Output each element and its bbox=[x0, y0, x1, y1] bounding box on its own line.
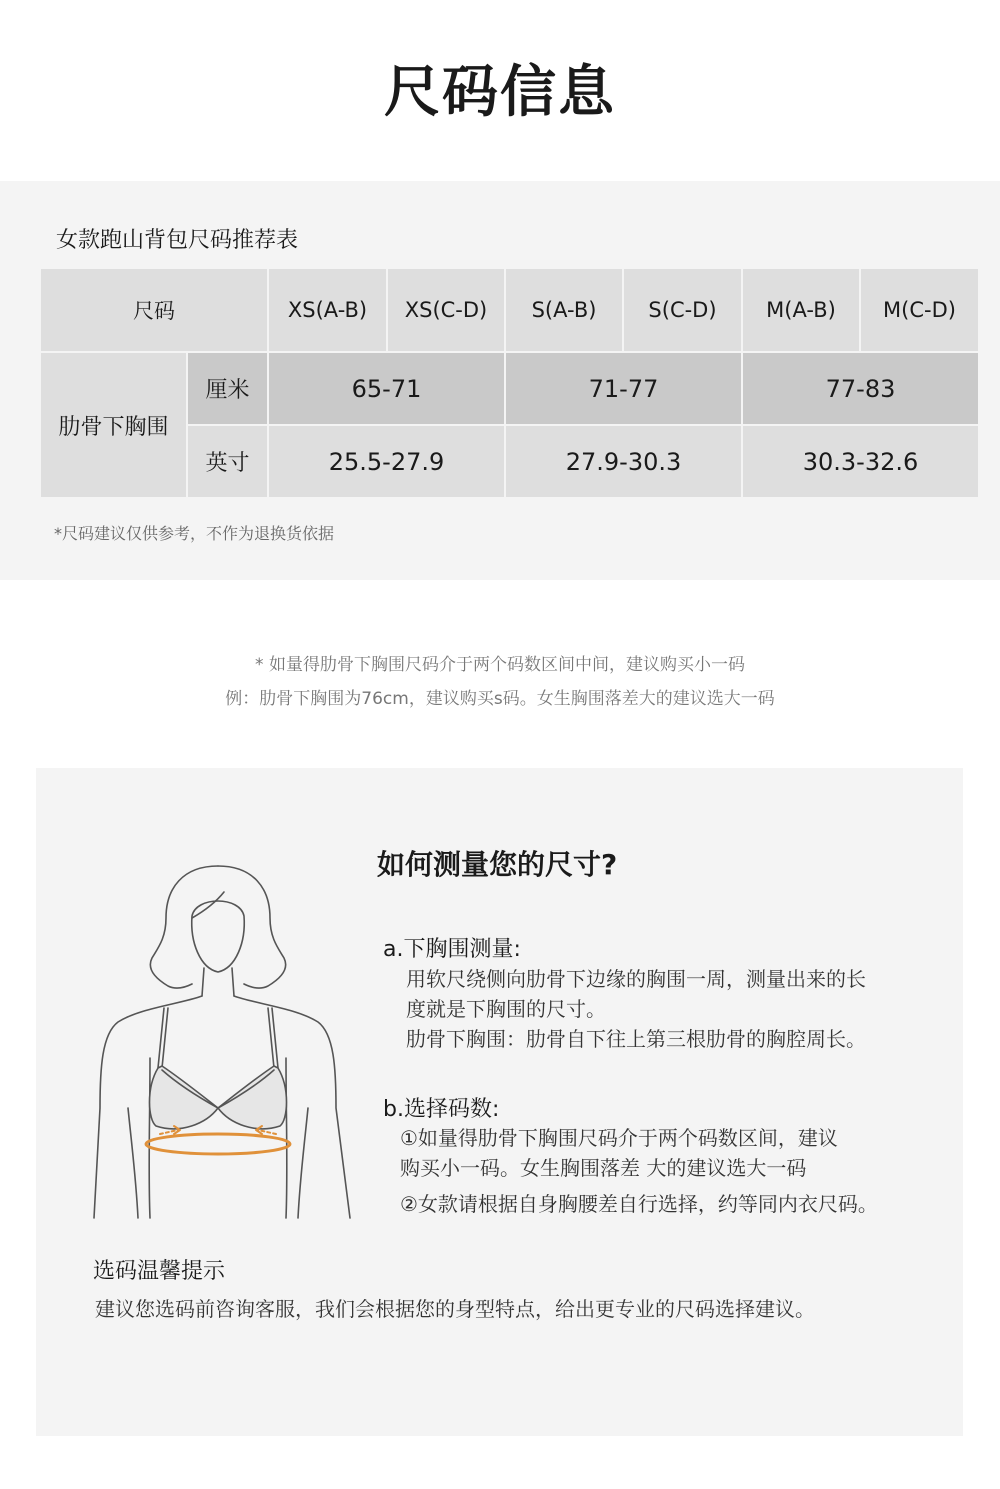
size-column-header: S(A-B) bbox=[506, 269, 622, 351]
warm-tip-text: 建议您选码前咨询客服，我们会根据您的身型特点，给出更专业的尺码选择建议。 bbox=[95, 1297, 815, 1321]
size-value-cell: 77-83 bbox=[743, 353, 978, 424]
size-column-header: S(C-D) bbox=[624, 269, 741, 351]
measure-section bbox=[36, 768, 963, 1436]
step-a-heading: a.下胸围测量: bbox=[383, 937, 521, 962]
size-header-label: 尺码 bbox=[41, 269, 267, 351]
size-column-header: M(C-D) bbox=[861, 269, 978, 351]
step-a-body bbox=[406, 964, 866, 1054]
body-measure-illustration bbox=[88, 858, 358, 1223]
size-value-cell: 30.3-32.6 bbox=[743, 426, 978, 497]
size-table-note: *尺码建议仅供参考，不作为退换货依据 bbox=[54, 524, 335, 543]
size-value-cell: 25.5-27.9 bbox=[269, 426, 504, 497]
step-b-heading: b.选择码数: bbox=[383, 1097, 500, 1122]
unit-label-cm: 厘米 bbox=[188, 353, 267, 424]
size-table bbox=[41, 269, 964, 496]
step-a-line: 用软尺绕侧向肋骨下边缘的胸围一周，测量出来的长 bbox=[406, 967, 866, 991]
size-value-cell: 71-77 bbox=[506, 353, 741, 424]
step-b-line: ②女款请根据自身胸腰差自行选择，约等同内衣尺码。 bbox=[400, 1192, 878, 1216]
size-table-section bbox=[0, 181, 1000, 580]
step-a-line: 肋骨下胸围：肋骨自下往上第三根肋骨的胸腔周长。 bbox=[406, 1027, 866, 1051]
size-column-header: XS(A-B) bbox=[269, 269, 386, 351]
measure-title: 如何测量您的尺寸? bbox=[377, 848, 618, 881]
step-a-line: 度就是下胸围的尺寸。 bbox=[406, 997, 606, 1021]
page-title: 尺码信息 bbox=[384, 60, 616, 125]
size-tips bbox=[0, 648, 1000, 716]
unit-label-inch: 英寸 bbox=[188, 426, 267, 497]
size-column-header: XS(C-D) bbox=[388, 269, 504, 351]
warm-tip-title: 选码温馨提示 bbox=[93, 1259, 226, 1284]
row-group-label: 肋骨下胸围 bbox=[41, 353, 186, 497]
size-column-header: M(A-B) bbox=[743, 269, 859, 351]
step-b-line: 购买小一码。女生胸围落差 大的建议选大一码 bbox=[400, 1156, 807, 1180]
size-value-cell: 65-71 bbox=[269, 353, 504, 424]
step-b-body bbox=[400, 1123, 878, 1219]
tip-line: * 如量得肋骨下胸围尺码介于两个码数区间中间，建议购买小一码 bbox=[255, 655, 745, 675]
size-table-title: 女款跑山背包尺码推荐表 bbox=[56, 228, 299, 253]
size-value-cell: 27.9-30.3 bbox=[506, 426, 741, 497]
tip-example: 例：肋骨下胸围为76cm，建议购买s码。女生胸围落差大的建议选大一码 bbox=[225, 689, 775, 709]
step-b-line: ①如量得肋骨下胸围尺码介于两个码数区间，建议 bbox=[400, 1126, 838, 1150]
